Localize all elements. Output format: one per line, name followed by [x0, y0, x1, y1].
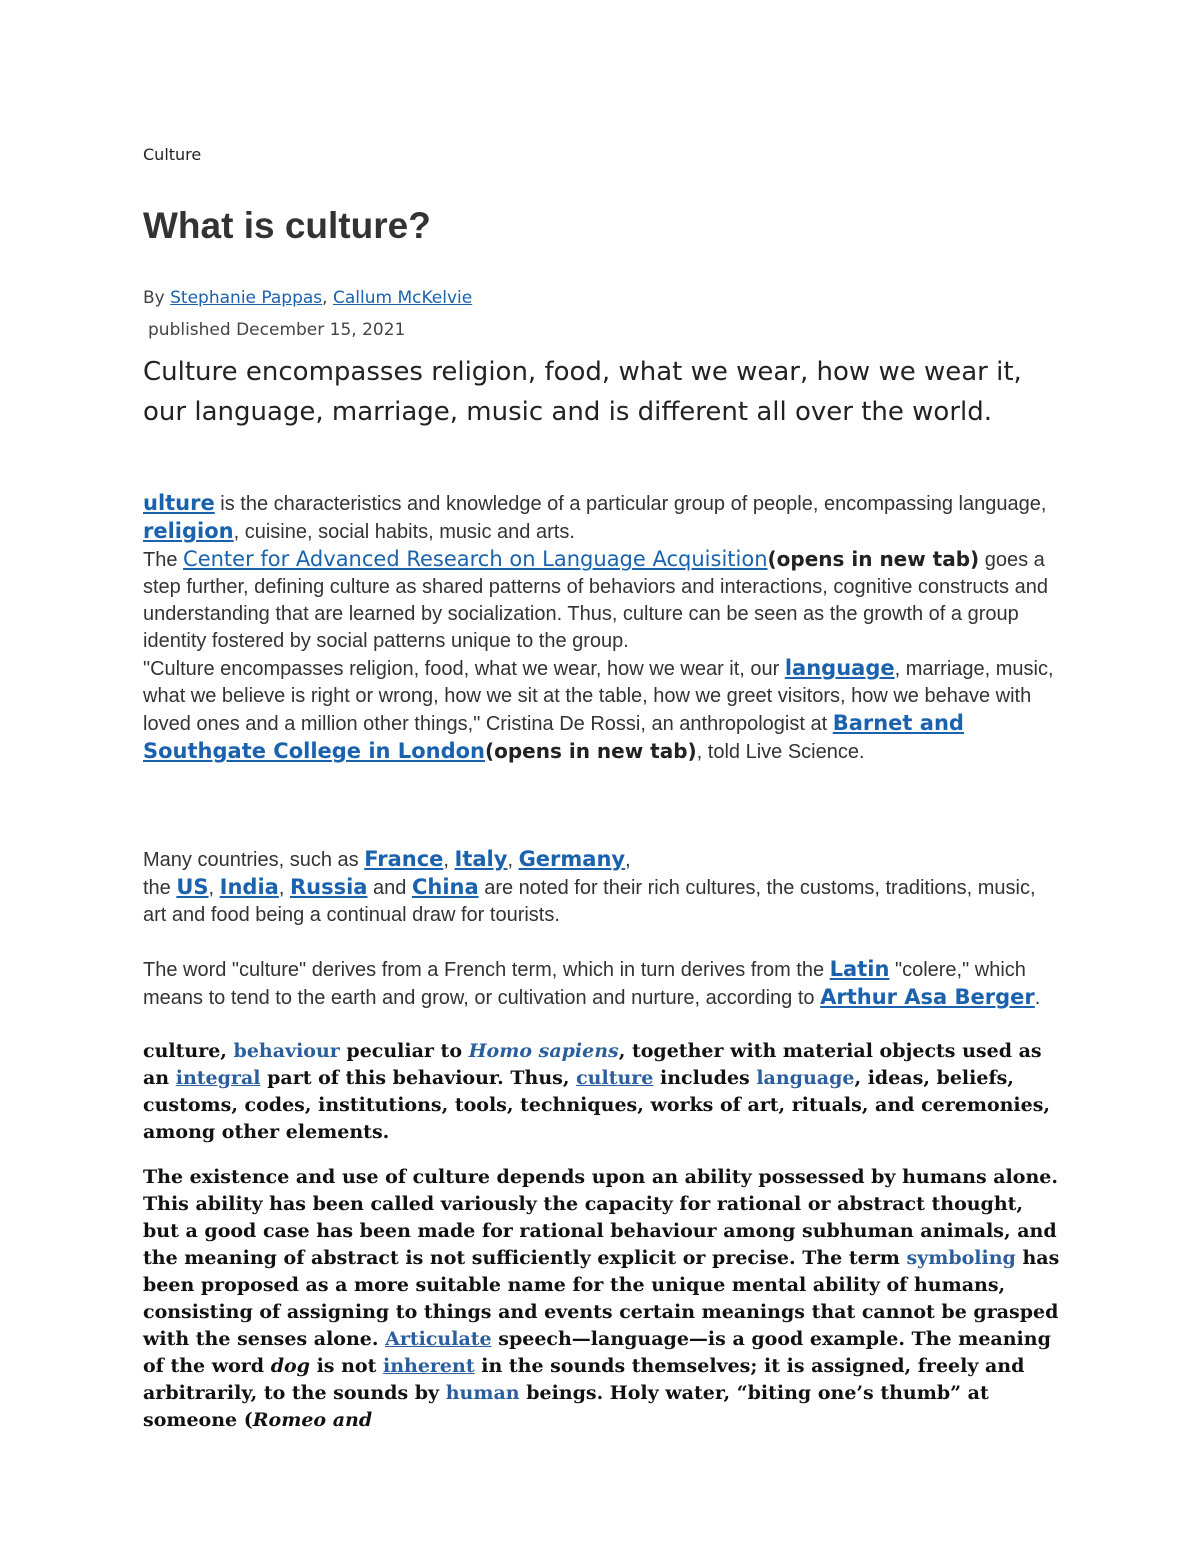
category-label: Culture — [143, 145, 202, 164]
text: is the characteristics and knowledge of a particular group of people, encompassing language, — [214, 493, 1047, 515]
text: are noted for their rich cultures, the customs, traditions, music, art and food being a continual draw for tourists. — [143, 877, 1036, 926]
link-france[interactable]: France — [364, 847, 444, 871]
text: , — [220, 1040, 234, 1062]
text: The word "culture" derives from a French term, which in turn derives from the — [143, 959, 830, 981]
text: includes — [653, 1067, 757, 1089]
page-title: What is culture? — [143, 205, 431, 246]
text: , cuisine, social habits, music and arts. — [233, 521, 575, 543]
opens-in-new-tab-note: (opens in new tab) — [484, 739, 697, 763]
text: , — [278, 877, 290, 899]
link-integral[interactable]: integral — [175, 1067, 261, 1089]
link-arthur-asa-berger[interactable]: Arthur Asa Berger — [820, 985, 1035, 1009]
text: , — [625, 849, 631, 871]
link-culture[interactable]: culture — [576, 1067, 654, 1089]
text: , marriage, music, what we believe is right or wrong, how we sit at the table, how we greet visitors, how we behave with loved ones and a million other things," Cristina De Rossi, an anthropologist at — [143, 658, 1054, 735]
paragraph-britannica-definition — [143, 1038, 1063, 1146]
text: Many countries, such as — [143, 849, 365, 871]
text: "colere," which means to tend to the earth and grow, or cultivation and nurture, according to — [143, 959, 1026, 1009]
byline-separator: , — [322, 288, 333, 308]
published-date: published December 15, 2021 — [148, 320, 406, 340]
link-inherent[interactable]: inherent — [382, 1355, 475, 1377]
text: , ideas, beliefs, customs, codes, institutions, tools, techniques, works of art, rituals, and ceremonies, among other elements. — [143, 1067, 1051, 1143]
paragraph-definition — [143, 490, 1063, 766]
text: has been proposed as a more suitable name for the unique mental ability of humans, consisting of assigning to things and events certain meanings that cannot be grasped with the senses alone. — [143, 1247, 1060, 1350]
text: and — [367, 877, 412, 899]
paragraph-symboling-block — [143, 1164, 1063, 1434]
text: in the sounds themselves; it is assigned, freely and arbitrarily, to the sounds by — [143, 1355, 1025, 1404]
link-china[interactable]: China — [411, 875, 479, 899]
link-india[interactable]: India — [219, 875, 279, 899]
text: part of this behaviour. Thus, — [260, 1067, 577, 1089]
text: "Culture encompasses religion, food, what we wear, how we wear it, our — [143, 658, 785, 680]
link-language[interactable]: language — [784, 656, 895, 680]
text: speech—language—is a good example. The meaning of the word — [143, 1328, 1051, 1377]
text: The — [143, 549, 184, 571]
text: The existence and use of culture depends upon an ability possessed by humans alone. This ability has been called variously the capacity for rational or abstract thought, but a good case has been made for rational behaviour among subhuman animals, and the meaning of abstract is not sufficiently explicit or precise. The term — [143, 1166, 1058, 1269]
author-link-stephanie-pappas[interactable]: Stephanie Pappas — [170, 288, 323, 308]
text: the — [143, 877, 177, 899]
text: peculiar to — [339, 1040, 469, 1062]
link-barnet-southgate[interactable]: Barnet and Southgate College in London — [143, 711, 964, 763]
link-us[interactable]: US — [176, 875, 209, 899]
text: dog — [270, 1355, 310, 1377]
text: is not — [309, 1355, 383, 1377]
paragraph-1 — [143, 490, 1063, 766]
link-symboling[interactable]: symboling — [906, 1247, 1016, 1269]
text: , told Live Science. — [696, 741, 865, 763]
link-germany[interactable]: Germany — [518, 847, 626, 871]
opens-in-new-tab-note: (opens in new tab) — [767, 547, 980, 571]
link-carla[interactable]: Center for Advanced Research on Language Acquisition — [183, 547, 768, 571]
link-homo-sapiens[interactable]: Homo sapiens — [468, 1040, 619, 1062]
link-russia[interactable]: Russia — [289, 875, 368, 899]
link-ulture[interactable]: ulture — [143, 491, 215, 515]
link-behaviour[interactable]: behaviour — [233, 1040, 340, 1062]
byline-prefix: By — [143, 288, 171, 308]
text: beings. Holy water, “biting one’s thumb” at someone ( — [143, 1382, 989, 1431]
link-religion[interactable]: religion — [143, 519, 234, 543]
text: . — [1034, 987, 1041, 1009]
paragraph-britannica-definition-block — [143, 1038, 1063, 1146]
author-link-callum-mckelvie[interactable]: Callum McKelvie — [332, 288, 473, 308]
link-articulate[interactable]: Articulate — [385, 1328, 492, 1350]
text: , — [507, 849, 519, 871]
paragraph-etymology-block — [143, 956, 1063, 1012]
text: goes a step further, defining culture as shared patterns of behaviors and interactions, cognitive constructs and understanding that are learned by socialization. Thus, culture can be seen as the growth of a group identity fostered by social patterns unique to the group. — [143, 549, 1048, 652]
link-language-2[interactable]: language — [756, 1067, 855, 1089]
paragraph-countries-block — [143, 846, 1063, 929]
text: culture — [143, 1040, 221, 1062]
paragraph-countries — [143, 846, 1063, 929]
paragraph-symboling — [143, 1164, 1063, 1434]
paragraph-etymology — [143, 956, 1063, 1012]
link-italy[interactable]: Italy — [454, 847, 508, 871]
text: , — [208, 877, 220, 899]
text: , — [443, 849, 455, 871]
link-latin[interactable]: Latin — [829, 957, 890, 981]
text: , together with material objects used as an — [143, 1040, 1042, 1089]
text: Romeo and — [252, 1409, 373, 1431]
article-lede: Culture encompasses religion, food, what we wear, how we wear it, our language, marriage, music and is different all over the world. — [143, 357, 1022, 427]
byline — [143, 288, 472, 308]
link-human[interactable]: human — [445, 1382, 520, 1404]
